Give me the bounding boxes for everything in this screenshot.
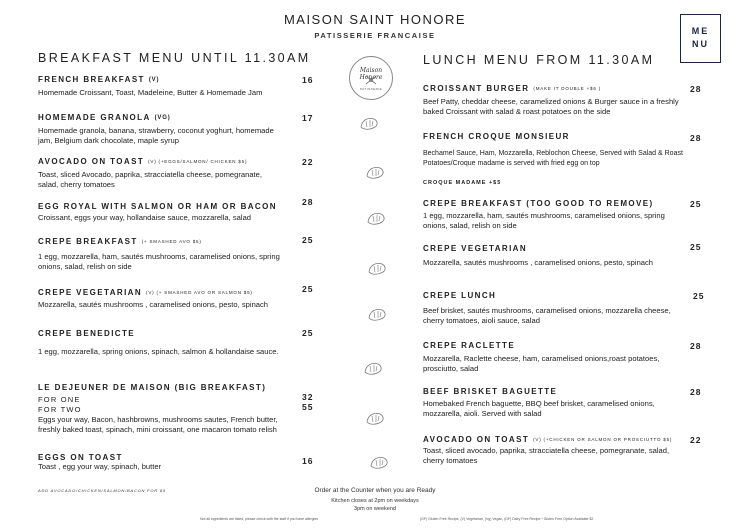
- item-price: 28: [690, 387, 702, 397]
- allergy-disclaimer: Not all ingredients are listed, please check with the staff if you have allergies: [200, 517, 319, 521]
- breakfast-item-title: [38, 237, 202, 246]
- item-description: Homebaked French baguette, BBQ beef brisket, caramelised onions, mozzarella, aioli. Served with salad: [423, 399, 655, 418]
- item-name: LE DEJEUNER DE MAISON (BIG BREAKFAST): [38, 383, 267, 392]
- croissant-icon: [365, 210, 387, 228]
- item-description: Mozzarella, sautés mushrooms , caramelised onions, pesto, spinach: [38, 300, 269, 309]
- item-name: AVOCADO ON TOAST: [423, 435, 530, 444]
- item-name: CREPE BREAKFAST (TOO GOOD TO REMOVE): [423, 199, 654, 208]
- item-description: 1 egg, mozzarella, ham, sautés mushrooms, caramelised onions, spring onions, salad, relish on side: [38, 252, 280, 271]
- menu-badge-line-1: ME: [691, 26, 710, 36]
- item-price: 17: [302, 113, 314, 123]
- brand-name: MAISON SAINT HONORE: [283, 12, 467, 27]
- breakfast-item-title: [38, 383, 266, 392]
- item-description: 1 egg, mozzarella, spring onions, spinach, salmon & hollandaise sauce.: [38, 347, 279, 356]
- item-description: Mozzarella, sautés mushrooms , caramelised onions, pesto, spinach: [423, 258, 654, 267]
- item-description: Beef brisket, sautés mushrooms, caramelised onions, mozzarella cheese, cherry tomatoes, aioli sauce, salad: [423, 306, 671, 325]
- lunch-item-title: [423, 341, 515, 350]
- breakfast-item-title: [38, 329, 135, 338]
- croissant-icon: [364, 164, 386, 182]
- item-description: Bechamel Sauce, Ham, Mozzarella, Reblochon Cheese, Served with Salad & Roast Potatoes/Croque madame is served with fried egg on top: [423, 150, 683, 167]
- item-price: 25: [690, 199, 702, 209]
- croissant-icon: [366, 260, 388, 278]
- breakfast-item-title: [38, 288, 253, 297]
- lunch-item-title: [423, 387, 557, 396]
- item-description: Homemade granola, banana, strawberry, coconut yoghurt, homemade jam, Belgium dark chocolate, maple syrup: [38, 126, 274, 145]
- menu-badge: [680, 14, 721, 63]
- breakfast-title: BREAKFAST MENU UNTIL 11.30AM: [38, 51, 311, 65]
- croissant-icon: [362, 360, 384, 378]
- item-name: FRENCH CROQUE MONSIEUR: [423, 132, 570, 141]
- item-name: BEEF BRISKET BAGUETTE: [423, 387, 558, 396]
- item-price: 16: [302, 75, 314, 85]
- lunch-item-title: [423, 244, 527, 253]
- item-name: CROISSANT BURGER: [423, 84, 530, 93]
- croque-madame-note: CROQUE MADAME +$5: [423, 180, 502, 186]
- croissant-icon: [368, 454, 390, 472]
- kitchen-hours: [270, 497, 480, 513]
- breakfast-item-title: [38, 202, 277, 211]
- big-option-label: FOR ONE: [38, 395, 81, 404]
- item-note: (VG): [154, 114, 171, 121]
- item-price: 25: [690, 242, 702, 252]
- item-price: 25: [693, 291, 705, 301]
- item-description: Toast, sliced avocado, paprika, stracciatella cheese, pomegranate, salad, cherry tomatoes: [423, 446, 670, 465]
- item-price: 22: [302, 157, 314, 167]
- add-on-note: ADD AVOCADO/CHICKEN/SALMON/BACON FOR $5: [38, 488, 166, 493]
- whisk-icon: [364, 75, 378, 85]
- item-note: (V): [148, 76, 160, 83]
- logo-subtext: PATISSERIE: [359, 87, 383, 91]
- kitchen-hours-weekend: 3pm on weekend: [354, 506, 396, 512]
- lunch-item-title: [423, 199, 654, 208]
- item-description: Toast, sliced Avocado, paprika, stracciatella cheese, pomegranate, salad, cherry tomatoes: [38, 170, 263, 189]
- item-price: 28: [690, 133, 702, 143]
- lunch-item-title: [423, 435, 672, 444]
- item-price: 28: [690, 341, 702, 351]
- item-name: CREPE BREAKFAST: [38, 237, 138, 246]
- item-description: Eggs your way, Bacon, hashbrowns, mushrooms sautes, French butter, freshly baked toast, spinach, mini croissant, one macaron tomato relish: [38, 415, 278, 434]
- breakfast-item-title: [38, 157, 247, 166]
- item-name: CREPE VEGETARIAN: [38, 288, 143, 297]
- menu-badge-line-2: NU: [692, 39, 709, 49]
- item-name: AVOCADO ON TOAST: [38, 157, 145, 166]
- logo-text: Maison Honore: [359, 67, 383, 81]
- item-price: 28: [690, 84, 702, 94]
- item-name: CREPE BENEDICTE: [38, 329, 136, 338]
- item-price: 22: [690, 435, 702, 445]
- item-name: CREPE VEGETARIAN: [423, 244, 528, 253]
- item-price: 28: [302, 197, 314, 207]
- lunch-item-title: [423, 291, 496, 300]
- breakfast-item-title: [38, 453, 123, 462]
- item-description: Toast , egg your way, spinach, butter: [38, 462, 162, 471]
- item-note: (+ SMASHED AVO $5): [141, 239, 202, 245]
- patisserie-logo: [349, 56, 393, 100]
- item-description: Homemade Croissant, Toast, Madeleine, Butter & Homemade Jam: [38, 88, 263, 97]
- item-description: Mozzarella, Raclette cheese, ham, caramelised onions,roast potatoes, prosciutto, salad: [423, 354, 660, 373]
- lunch-title: LUNCH MENU FROM 11.30AM: [423, 53, 655, 67]
- item-price: 25: [302, 284, 314, 294]
- item-description: Beef Patty, cheddar cheese, caramelized onions & Burger sauce in a freshly baked Croissant with salad & roast potatoes on the side: [423, 97, 679, 116]
- lunch-item-title: [423, 84, 601, 93]
- breakfast-item-title: [38, 75, 159, 84]
- item-name: HOMEMADE GRANOLA: [38, 113, 151, 122]
- big-option-label: FOR TWO: [38, 405, 82, 414]
- item-name: CREPE LUNCH: [423, 291, 497, 300]
- kitchen-hours-weekday: Kitchen closes at 2pm on weekdays: [331, 498, 419, 504]
- item-price: 16: [302, 456, 314, 466]
- item-note: (V) (+CHICKEN OR SALMON OR PROSCIUTTO $5): [533, 437, 673, 443]
- item-price: 25: [302, 328, 314, 338]
- lunch-item-title: [423, 132, 570, 141]
- breakfast-item-title: [38, 113, 171, 122]
- big-option-price: 32: [302, 392, 314, 402]
- item-description: Croissant, eggs your way, hollandaise sauce, mozzarella, salad: [38, 213, 252, 222]
- item-name: EGG ROYAL WITH SALMON OR HAM OR BACON: [38, 202, 277, 211]
- item-name: CREPE RACLETTE: [423, 341, 516, 350]
- brand-subtitle: PATISSERIE FRANCAISE: [314, 31, 436, 40]
- item-note: (V) (+ SMASHED AVO OR SALMON $5): [146, 290, 253, 296]
- item-name: EGGS ON TOAST: [38, 453, 123, 462]
- croissant-icon: [366, 306, 388, 324]
- dietary-legend: (GF) Gluten Free Recipe, (V) Vegetarian, (Vg) Vegan, (DF) Dairy Free Recipe * Gluten Free Option Available $2: [420, 517, 594, 521]
- order-note: Order at the Counter when you are Ready: [314, 487, 436, 494]
- item-note: (MAKE IT DOUBLE +$6 ): [533, 86, 602, 92]
- item-note: (V) (+EGGS/SALMON/ CHICKEN $5): [148, 159, 248, 165]
- croissant-icon: [358, 115, 380, 133]
- item-description: 1 egg, mozzarella, ham, sautés mushrooms, caramelised onions, spring onions, salad, relish on side: [423, 211, 665, 230]
- item-name: FRENCH BREAKFAST: [38, 75, 145, 84]
- croissant-icon: [364, 410, 386, 428]
- item-price: 25: [302, 235, 314, 245]
- big-option-price: 55: [302, 402, 314, 412]
